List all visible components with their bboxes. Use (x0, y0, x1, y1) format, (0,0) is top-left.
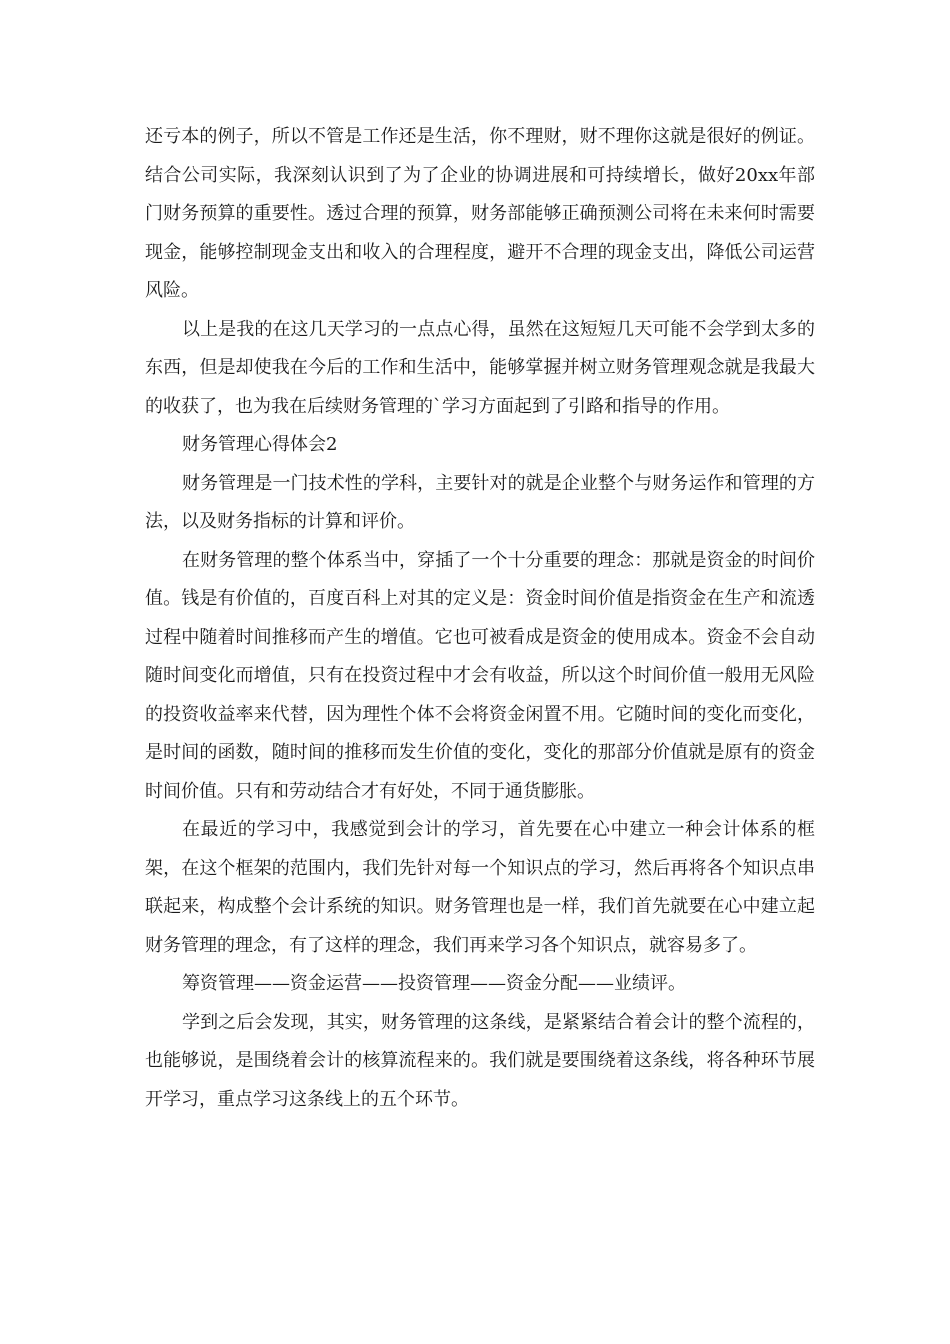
paragraph-time-value: 在财务管理的整个体系当中，穿插了一个十分重要的理念：那就是资金的时间价值。钱是有价值的，百度百科上对其的定义是：资金时间价值是指资金在生产和流透过程中随着时间推移而产生的增值。它也可被看成是资金的使用成本。资金不会自动随时间变化而增值，只有在投资过程中才会有收益，所以这个时间价值一般用无风险的投资收益率来代替，因为理性个体不会将资金闲置不用。它随时间的变化而变化，是时间的函数，随时间的推移而发生价值的变化，变化的那部分价值就是原有的资金时间价值。只有和劳动结合才有好处，不同于通货膨胀。 (145, 549, 815, 802)
document-body (145, 118, 815, 1119)
paragraph-learning-summary: 以上是我的在这几天学习的一点点心得，虽然在这短短几天可能不会学到太多的东西，但是却使我在今后的工作和生活中，能够掌握并树立财务管理观念就是我最大的收获了，也为我在后续财务管理的`学习方面起到了引路和指导的作用。 (145, 318, 815, 417)
paragraph-process-chain: 筹资管理——资金运营——投资管理——资金分配——业绩评。 (182, 973, 686, 994)
paragraph-definition: 财务管理是一门技术性的学科，主要针对的就是企业整个与财务运作和管理的方法，以及财务指标的计算和评价。 (145, 472, 815, 532)
paragraph-budget-example: 还亏本的例子，所以不管是工作还是生活，你不理财，财不理你这就是很好的例证。结合公司实际，我深刻认识到了为了企业的协调进展和可持续增长，做好20xx年部门财务预算的重要性。透过合理的预算，财务部能够正确预测公司将在未来何时需要现金，能够控制现金支出和收入的合理程度，避开不合理的现金支出，降低公司运营风险。 (145, 126, 815, 301)
section-heading: 财务管理心得体会2 (182, 434, 338, 455)
paragraph-accounting-framework: 在最近的学习中，我感觉到会计的学习，首先要在心中建立一种会计体系的框架，在这个框架的范围内，我们先针对每一个知识点的学习，然后再将各个知识点串联起来，构成整个会计系统的知识。财务管理也是一样，我们首先就要在心中建立起财务管理的理念，有了这样的理念，我们再来学习各个知识点，就容易多了。 (145, 819, 815, 956)
paragraph-conclusion: 学到之后会发现，其实，财务管理的这条线，是紧紧结合着会计的整个流程的，也能够说，是围绕着会计的核算流程来的。我们就是要围绕着这条线，将各种环节展开学习，重点学习这条线上的五个环节。 (145, 1011, 815, 1110)
